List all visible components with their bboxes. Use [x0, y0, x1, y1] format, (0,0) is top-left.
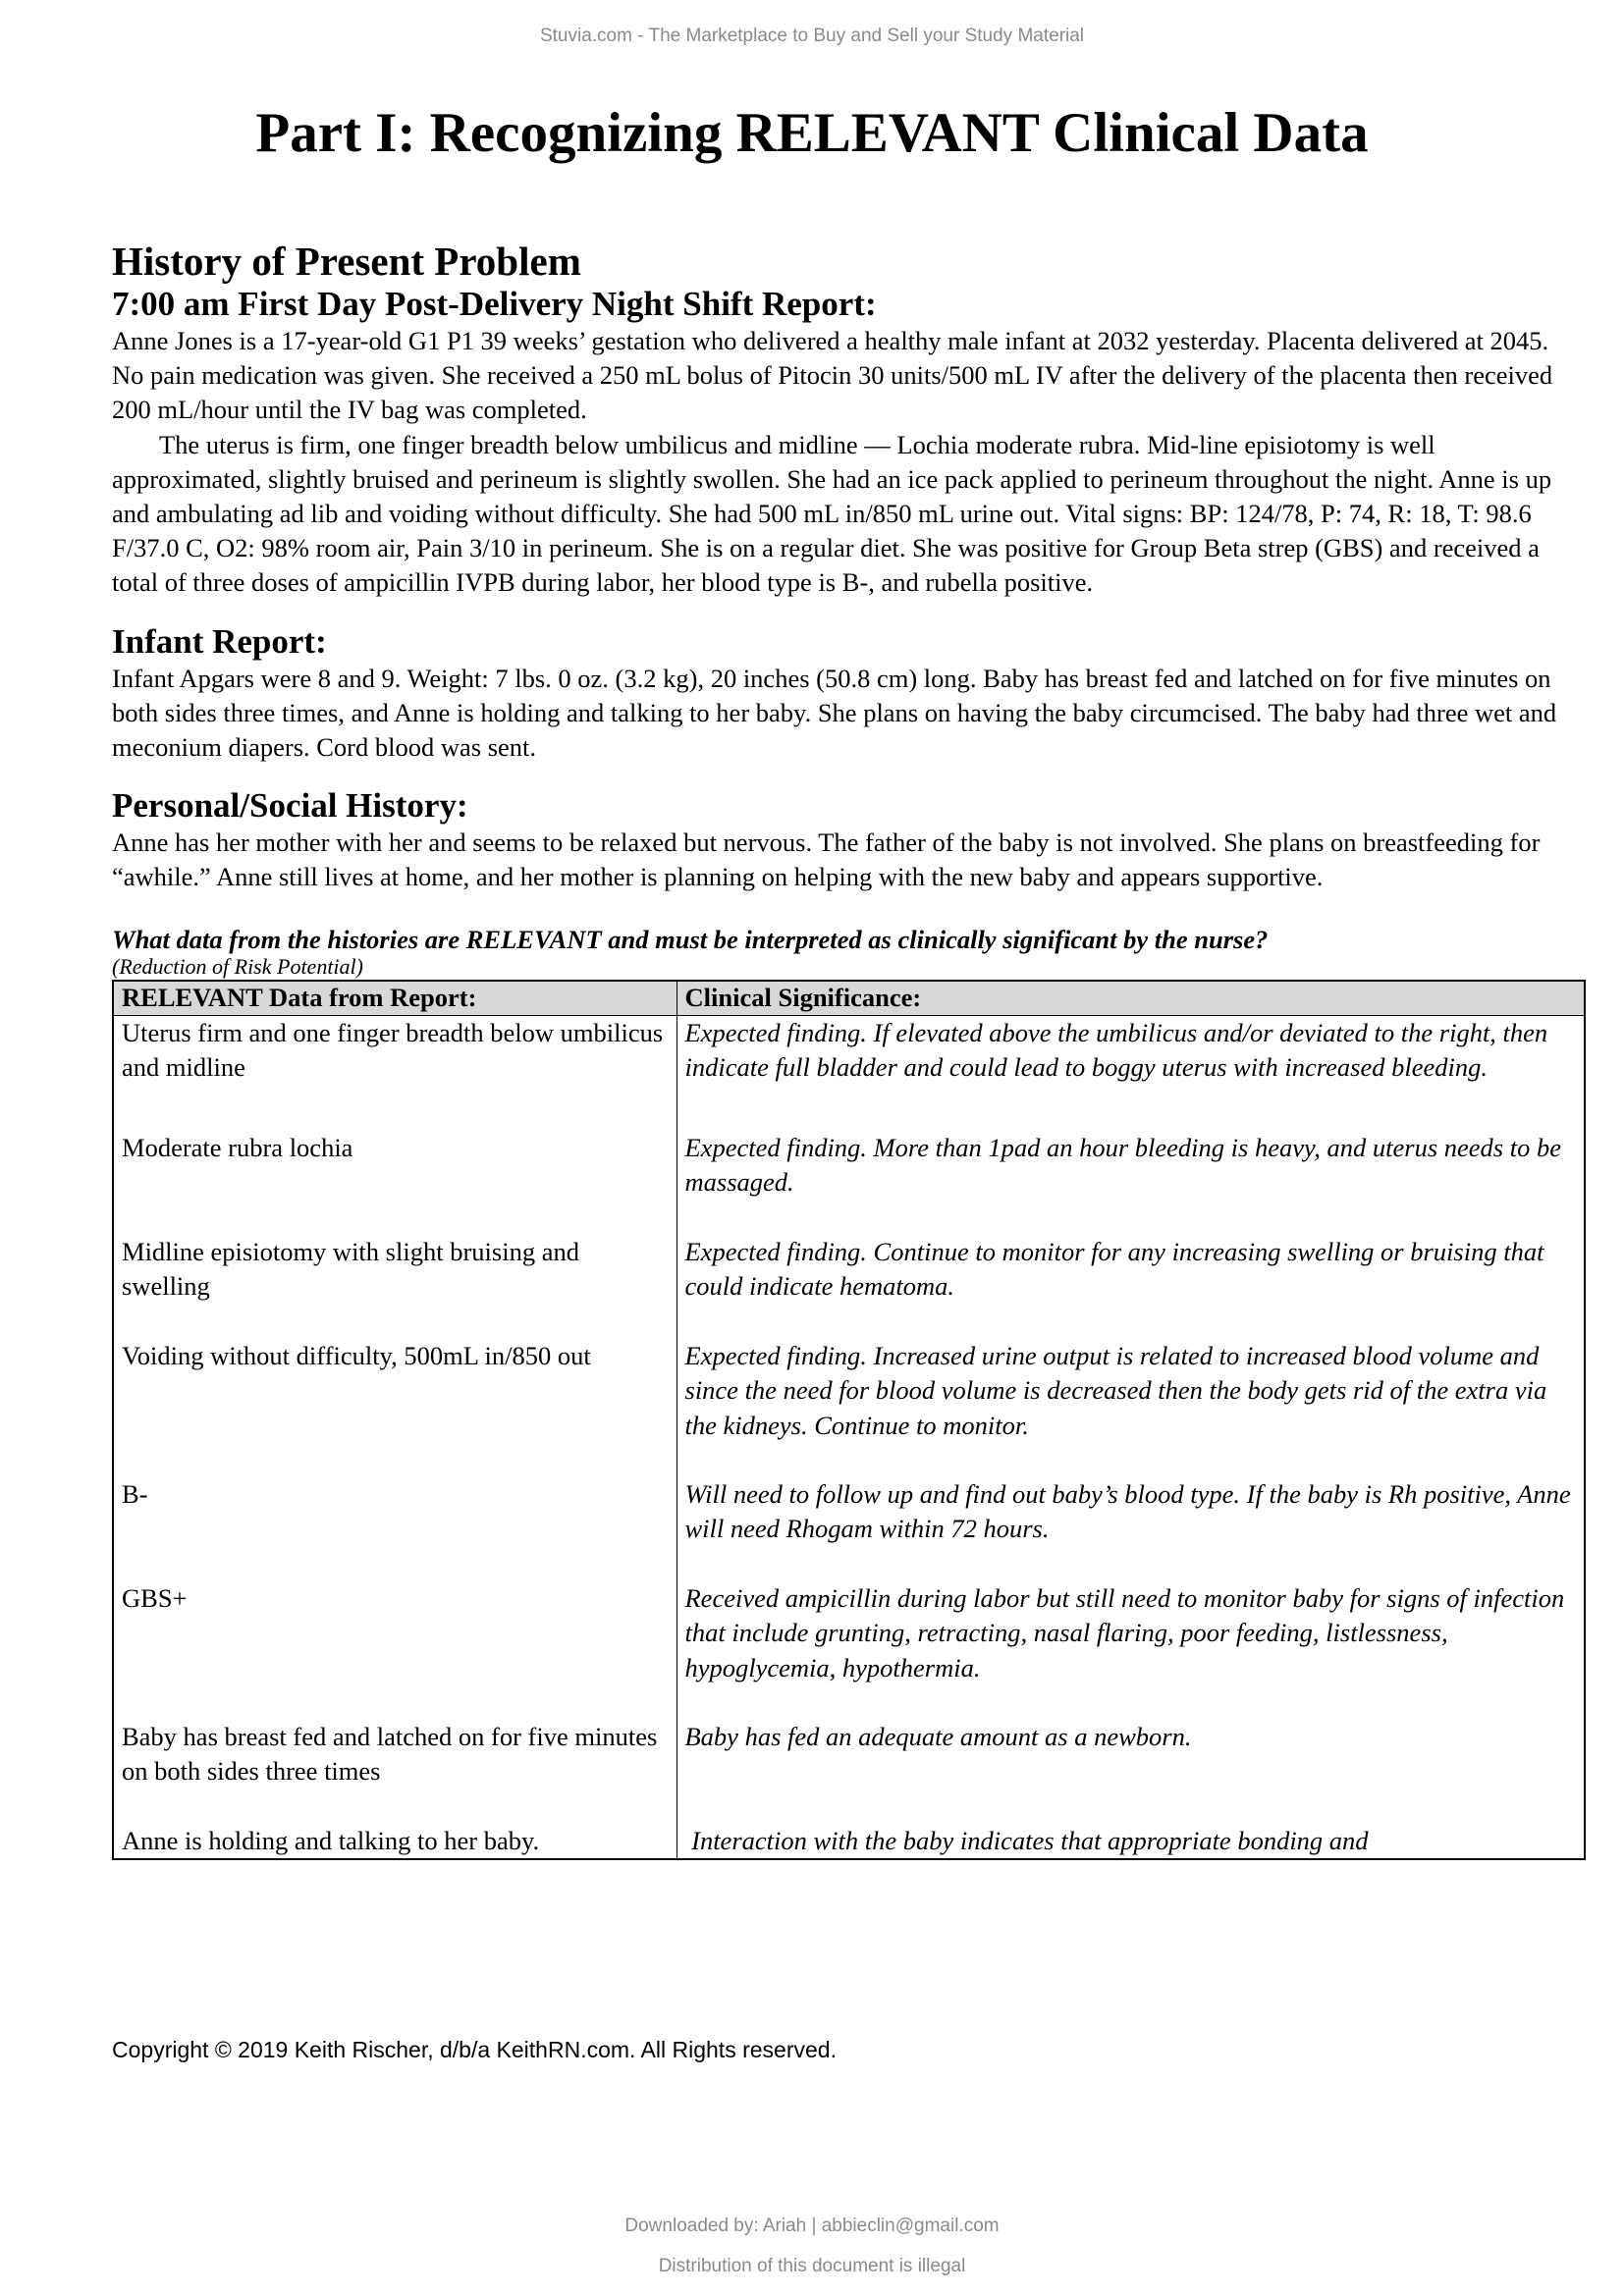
cell-significance: Expected finding. More than 1pad an hour bleeding is heavy, and uterus needs to be massaged.: [684, 1133, 1561, 1198]
report-subheading: 7:00 am First Day Post-Delivery Night Shift Report:: [112, 285, 877, 323]
relevant-data-table: [112, 980, 1586, 1861]
cell-significance: Received ampicillin during labor but still need to monitor baby for signs of infection that include grunting, retracting, nasal flaring, poor feeding, listlessness, hypoglycemia, hypothermia.: [684, 1583, 1565, 1682]
question-prompt: What data from the histories are RELEVANT and must be interpreted as clinically significant by the nurse?: [112, 924, 1269, 954]
social-paragraph: Anne has her mother with her and seems to be relaxed but nervous. The father of the baby is not involved. She plans on breastfeeding for “awhile.” Anne still lives at home, and her mother is planning on helping with the new baby and appears supportive.: [112, 828, 1541, 892]
watermark-distribution: Distribution of this document is illegal: [658, 2256, 966, 2276]
cell-data: B-: [113, 1477, 677, 1581]
table-row: [113, 1339, 1585, 1477]
column-header-significance: Clinical Significance:: [677, 981, 1585, 1016]
cell-data: Uterus firm and one finger breadth below umbilicus and midline: [113, 1015, 677, 1131]
section-heading-social: Personal/Social History:: [112, 786, 468, 826]
column-header-data: RELEVANT Data from Report:: [113, 981, 677, 1016]
section-heading-history: History of Present Problem: [112, 239, 581, 284]
copyright-notice: Copyright © 2019 Keith Rischer, d/b/a KeithRN.com. All Rights reserved.: [112, 2037, 837, 2062]
cell-significance: Will need to follow up and find out baby’s blood type. If the baby is Rh positive, Anne will need Rhogam within 72 hours.: [684, 1479, 1571, 1544]
table-row: [113, 1824, 1585, 1859]
document-body: [112, 238, 1585, 1860]
table-row: [113, 1477, 1585, 1581]
cell-data: GBS+: [113, 1581, 677, 1720]
watermark-downloaded-by: Downloaded by: Ariah | abbieclin@gmail.com: [624, 2216, 1000, 2236]
question-category: (Reduction of Risk Potential): [112, 953, 363, 979]
cell-data: Voiding without difficulty, 500mL in/850 out: [113, 1339, 677, 1477]
infant-paragraph: Infant Apgars were 8 and 9. Weight: 7 lbs. 0 oz. (3.2 kg), 20 inches (50.8 cm) long. Baby has breast fed and latched on for five minutes on both sides three times, and Anne is holding and talking to her baby. She plans on having the baby circumcised. The baby had three wet and meconium diapers. Cord blood was sent.: [112, 663, 1557, 763]
history-paragraph-2: The uterus is firm, one finger breadth below umbilicus and midline — Lochia moderate rubra. Mid-line episiotomy is well approximated, slightly bruised and perineum is slightly swollen. She had an ice pack applied to perineum throughout the night. Anne is up and ambulating ad lib and voiding without difficulty. She had 500 mL in/850 mL urine out. Vital signs: BP: 124/78, P: 74, R: 18, T: 98.6 F/37.0 C, O2: 98% room air, Pain 3/10 in perineum. She is on a regular diet. She was positive for Group Beta strep (GBS) and received a total of three doses of ampicillin IVPB during labor, her blood type is B-, and rubella positive.: [112, 429, 1552, 598]
page-title: Part I: Recognizing RELEVANT Clinical Data: [255, 102, 1369, 164]
history-paragraph-1: Anne Jones is a 17-year-old G1 P1 39 weeks’ gestation who delivered a healthy male infant at 2032 yesterday. Placenta delivered at 2045. No pain medication was given. She received a 250 mL bolus of Pitocin 30 units/500 mL IV after the delivery of the placenta then received 200 mL/hour until the IV bag was completed.: [112, 326, 1553, 425]
table-row: [113, 1720, 1585, 1824]
cell-significance: Baby has fed an adequate amount as a newborn.: [684, 1722, 1192, 1752]
table-header-row: [113, 981, 1585, 1016]
cell-significance: Expected finding. Continue to monitor for any increasing swelling or bruising that could indicate hematoma.: [684, 1237, 1544, 1302]
cell-data: Baby has breast fed and latched on for five minutes on both sides three times: [113, 1720, 677, 1824]
cell-data: Midline episiotomy with slight bruising and swelling: [113, 1235, 677, 1339]
table-row: [113, 1131, 1585, 1235]
table-row: [113, 1581, 1585, 1720]
cell-significance: Interaction with the baby indicates that appropriate bonding and: [684, 1826, 1369, 1856]
section-heading-infant: Infant Report:: [112, 621, 327, 661]
cell-significance: Expected finding. If elevated above the umbilicus and/or deviated to the right, then indicate full bladder and could lead to boggy uterus with increased bleeding.: [684, 1017, 1548, 1082]
cell-data: Anne is holding and talking to her baby.: [113, 1824, 677, 1859]
table-row: [113, 1015, 1585, 1131]
table-row: [113, 1235, 1585, 1339]
cell-data: Moderate rubra lochia: [113, 1131, 677, 1235]
cell-significance: Expected finding. Increased urine output is related to increased blood volume and since the need for blood volume is decreased then the body gets rid of the extra via the kidneys. Continue to monitor.: [684, 1341, 1547, 1440]
watermark-header: Stuvia.com - The Marketplace to Buy and Sell your Study Material: [539, 26, 1085, 46]
